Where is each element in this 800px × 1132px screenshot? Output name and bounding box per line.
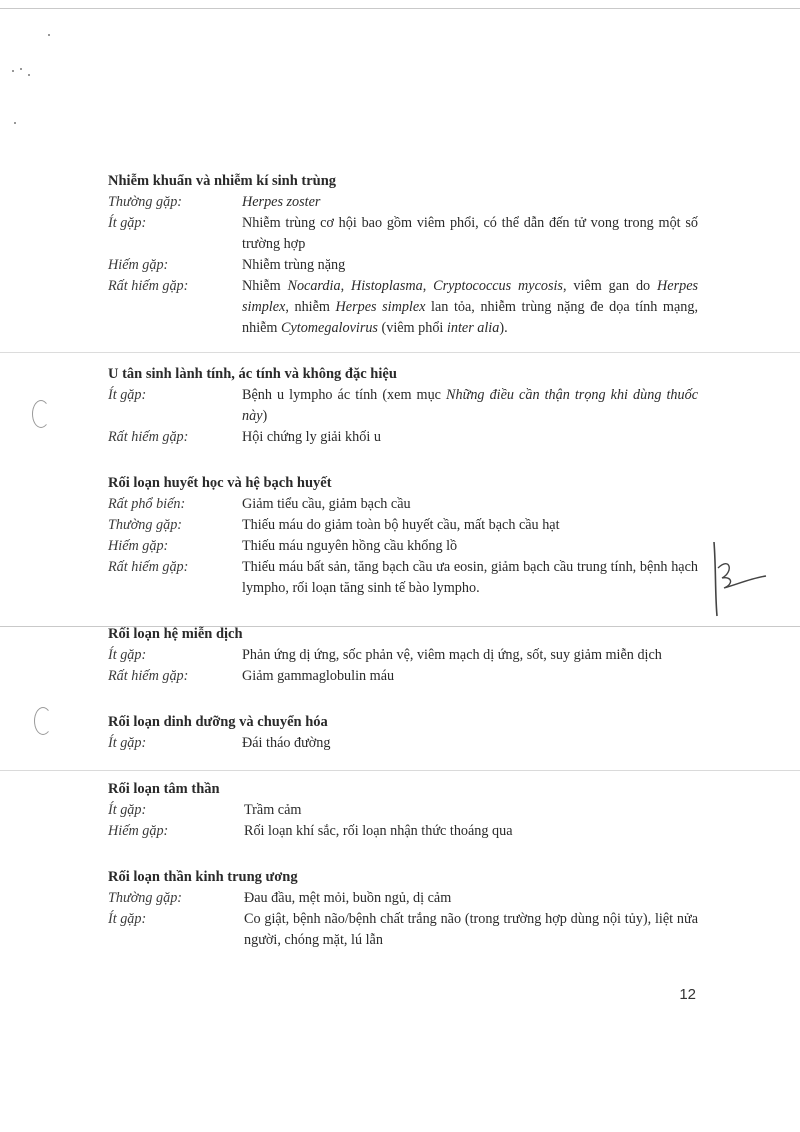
frequency-label: Rất hiếm gặp:: [108, 278, 189, 294]
section-heading: Rối loạn tâm thần: [108, 781, 220, 797]
frequency-label: Thường gặp:: [108, 890, 183, 906]
frequency-row: [108, 494, 698, 515]
frequency-label: Ít gặp:: [108, 647, 147, 663]
section-heading: Rối loạn thần kinh trung ương: [108, 869, 298, 885]
scan-speck: [48, 34, 50, 36]
frequency-row: [108, 645, 698, 666]
frequency-label: Ít gặp:: [108, 735, 147, 751]
effect-description: Hội chứng ly giải khối u: [242, 429, 381, 445]
adverse-effects-content: [108, 170, 698, 975]
effect-description: Giảm gammaglobulin máu: [242, 668, 395, 684]
punch-hole: [34, 707, 52, 735]
frequency-label: Hiếm gặp:: [108, 538, 169, 554]
section: [108, 623, 698, 687]
frequency-label: Thường gặp:: [108, 517, 183, 533]
frequency-label: Ít gặp:: [108, 215, 147, 231]
frequency-row: [108, 557, 698, 599]
frequency-label: Rất hiếm gặp:: [108, 559, 189, 575]
effect-description: Co giật, bệnh não/bệnh chất trắng não (trong trường hợp dùng nội tủy), liệt nửa người, chóng mặt, lú lẫn: [244, 911, 698, 948]
effect-description: Phản ứng dị ứng, sốc phản vệ, viêm mạch dị ứng, sốt, suy giảm miễn dịch: [242, 647, 662, 663]
section: [108, 170, 698, 339]
section: [108, 711, 698, 754]
frequency-row: [108, 276, 698, 339]
effect-description: Thiếu máu bất sản, tăng bạch cầu ưa eosin, giảm bạch cầu trung tính, bệnh hạch lympho, rối loạn tăng sinh tế bào lympho.: [242, 559, 698, 596]
scan-speck: [12, 70, 14, 72]
frequency-label: Rất hiếm gặp:: [108, 668, 189, 684]
frequency-label: Rất phổ biến:: [108, 496, 186, 512]
frequency-label: Ít gặp:: [108, 911, 147, 927]
signature-mark: [708, 538, 768, 618]
effect-description: Nhiễm trùng nặng: [242, 257, 346, 273]
frequency-row: [108, 800, 698, 821]
section: [108, 363, 698, 448]
frequency-label: Ít gặp:: [108, 387, 147, 403]
frequency-label: Hiếm gặp:: [108, 823, 169, 839]
frequency-row: [108, 666, 698, 687]
effect-description: Rối loạn khí sắc, rối loạn nhận thức thoáng qua: [244, 823, 513, 839]
section-heading: Rối loạn dinh dưỡng và chuyển hóa: [108, 714, 328, 730]
effect-description: Đau đầu, mệt mỏi, buồn ngủ, dị cảm: [244, 890, 452, 906]
page-number: 12: [679, 986, 696, 1003]
scan-speck: [28, 74, 30, 76]
effect-description: Nhiễm trùng cơ hội bao gồm viêm phổi, có thể dẫn đến tử vong trong một số trường hợp: [242, 215, 698, 252]
effect-description: Thiếu máu nguyên hồng cầu khổng lồ: [242, 538, 458, 554]
frequency-row: [108, 385, 698, 427]
section: [108, 778, 698, 842]
effect-description: Herpes zoster: [242, 194, 321, 210]
frequency-label: Ít gặp:: [108, 802, 147, 818]
frequency-label: Thường gặp:: [108, 194, 183, 210]
effect-description: Nhiễm Nocardia, Histoplasma, Cryptococcus mycosis, viêm gan do Herpes simplex, nhiễm Herpes simplex lan tỏa, nhiễm trùng nặng đe dọa tính mạng, nhiễm Cytomegalovirus (viêm phổi inter alia).: [242, 278, 699, 336]
frequency-row: [108, 536, 698, 557]
scan-line: [0, 8, 800, 9]
frequency-row: [108, 888, 698, 909]
effect-description: Giảm tiểu cầu, giảm bạch cầu: [242, 496, 411, 512]
effect-description: Trầm cảm: [244, 802, 302, 818]
scan-speck: [14, 122, 16, 124]
punch-hole: [32, 400, 50, 428]
section-heading: U tân sinh lành tính, ác tính và không đặc hiệu: [108, 366, 397, 382]
frequency-row: [108, 909, 698, 951]
effect-description: Thiếu máu do giảm toàn bộ huyết cầu, mất bạch cầu hạt: [242, 517, 560, 533]
scan-speck: [20, 68, 22, 70]
frequency-row: [108, 427, 698, 448]
frequency-row: [108, 213, 698, 255]
section: [108, 472, 698, 599]
frequency-row: [108, 192, 698, 213]
frequency-row: [108, 821, 698, 842]
frequency-label: Hiếm gặp:: [108, 257, 169, 273]
frequency-row: [108, 515, 698, 536]
frequency-row: [108, 733, 698, 754]
section-heading: Rối loạn hệ miễn dịch: [108, 626, 243, 642]
section-heading: Nhiễm khuẩn và nhiễm kí sinh trùng: [108, 173, 337, 189]
section-heading: Rối loạn huyết học và hệ bạch huyết: [108, 475, 332, 491]
effect-description: Bệnh u lympho ác tính (xem mục Những điều cần thận trọng khi dùng thuốc này): [242, 387, 699, 424]
section: [108, 866, 698, 951]
frequency-label: Rất hiếm gặp:: [108, 429, 189, 445]
frequency-row: [108, 255, 698, 276]
effect-description: Đái tháo đường: [242, 735, 331, 751]
